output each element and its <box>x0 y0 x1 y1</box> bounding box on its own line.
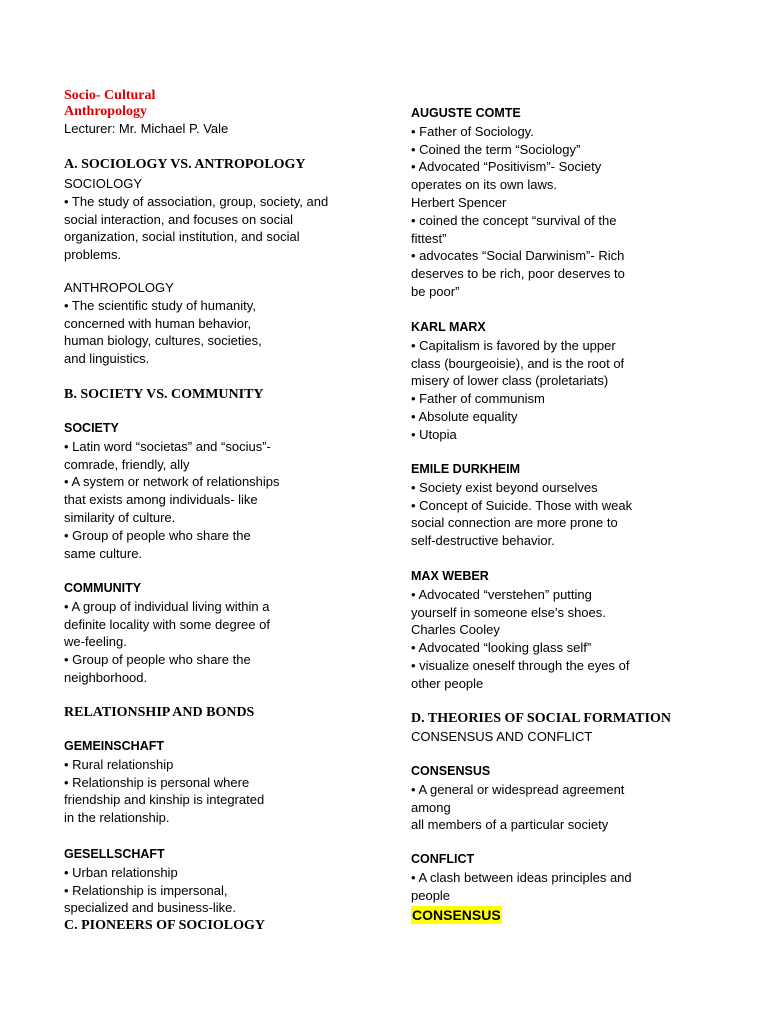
highlight-block <box>411 906 711 925</box>
community-block <box>64 580 364 687</box>
title-line-1: Socio- Cultural <box>64 88 156 103</box>
text-line: • Latin word “societas” and “socius”- <box>64 438 271 454</box>
gesellschaft-block <box>64 846 364 917</box>
text-line: misery of lower class (proletariats) <box>411 373 609 389</box>
section-d <box>411 709 711 746</box>
text-line: Herbert Spencer <box>411 194 507 210</box>
anthropology-label: ANTHROPOLOGY <box>64 280 174 295</box>
text-line: • Utopia <box>411 426 457 442</box>
text-line: all members of a particular society <box>411 817 609 833</box>
text-line: among <box>411 799 451 815</box>
text-line: neighborhood. <box>64 669 148 685</box>
sociology-label: SOCIOLOGY <box>64 176 143 191</box>
text-line: • coined the concept “survival of the <box>411 212 617 228</box>
text-line: other people <box>411 675 484 691</box>
text-line: • Concept of Suicide. Those with weak <box>411 497 633 513</box>
title-line-2: Anthropology <box>64 104 147 119</box>
text-line: • Urban relationship <box>64 864 178 880</box>
society-label: SOCIETY <box>64 421 119 435</box>
text-line: • Relationship is personal where <box>64 774 250 790</box>
text-line: • Advocated “looking glass self” <box>411 640 592 656</box>
text-line: • The scientific study of humanity, <box>64 297 256 313</box>
text-line: specialized and business-like. <box>64 900 236 916</box>
text-line: • The study of association, group, society, and <box>64 193 329 209</box>
section-d-subheading: CONSENSUS AND CONFLICT <box>411 729 593 744</box>
text-line: friendship and kinship is integrated <box>64 792 265 808</box>
text-line: in the relationship. <box>64 810 170 826</box>
relationship-heading-block <box>64 703 364 722</box>
text-line: • Rural relationship <box>64 756 174 772</box>
highlighted-consensus-heading: CONSENSUS <box>412 907 501 923</box>
marx-label: KARL MARX <box>411 320 486 334</box>
lecturer-line: Lecturer: Mr. Michael P. Vale <box>64 121 229 136</box>
text-line: • visualize oneself through the eyes of <box>411 657 630 673</box>
section-d-heading: D. THEORIES OF SOCIAL FORMATION <box>411 711 671 726</box>
sociology-definition <box>64 193 364 264</box>
text-line: that exists among individuals- like <box>64 492 258 508</box>
consensus-block <box>411 763 711 834</box>
text-line: yourself in someone else’s shoes. <box>411 604 606 620</box>
text-line: • Father of communism <box>411 391 545 407</box>
text-line: Charles Cooley <box>411 622 500 638</box>
text-line: deserves to be rich, poor deserves to <box>411 266 625 282</box>
text-line: • Advocated “Positivism”- Society <box>411 159 602 175</box>
section-b <box>64 385 364 404</box>
text-line: problems. <box>64 247 122 263</box>
community-label: COMMUNITY <box>64 581 142 595</box>
durkheim-block <box>411 461 711 550</box>
text-line: • Society exist beyond ourselves <box>411 479 598 495</box>
text-line: • Coined the term “Sociology” <box>411 141 581 157</box>
text-line: and linguistics. <box>64 351 150 367</box>
weber-block <box>411 568 711 693</box>
text-line: similarity of culture. <box>64 509 176 525</box>
text-line: • Advocated “verstehen” putting <box>411 586 592 602</box>
comte-label: AUGUSTE COMTE <box>411 106 521 120</box>
gemeinschaft-block <box>64 738 364 827</box>
text-line: • Relationship is impersonal, <box>64 882 228 898</box>
section-a <box>64 155 364 264</box>
text-line: we-feeling. <box>64 634 127 650</box>
text-line: self-destructive behavior. <box>411 533 555 549</box>
conflict-block <box>411 851 711 904</box>
text-line: • A group of individual living within a <box>64 598 270 614</box>
consensus-label: CONSENSUS <box>411 764 491 778</box>
text-line: organization, social institution, and social <box>64 229 300 245</box>
text-line: • Group of people who share the <box>64 652 251 668</box>
document-title <box>64 88 364 138</box>
marx-block <box>411 319 711 444</box>
text-line: concerned with human behavior, <box>64 315 252 331</box>
section-c-heading: C. PIONEERS OF SOCIOLOGY <box>64 918 265 933</box>
text-line: class (bourgeoisie), and is the root of <box>411 355 625 371</box>
anthropology-block <box>64 279 364 368</box>
conflict-label: CONFLICT <box>411 852 475 866</box>
text-line: human biology, cultures, societies, <box>64 333 262 349</box>
text-line: fittest” <box>411 230 447 246</box>
text-line: • Group of people who share the <box>64 527 251 543</box>
gesellschaft-label: GESELLSCHAFT <box>64 847 165 861</box>
durkheim-label: EMILE DURKHEIM <box>411 462 521 476</box>
relationship-heading: RELATIONSHIP AND BONDS <box>64 705 255 720</box>
text-line: comrade, friendly, ally <box>64 456 190 472</box>
text-line: social interaction, and focuses on social <box>64 211 294 227</box>
weber-label: MAX WEBER <box>411 569 489 583</box>
text-line: definite locality with some degree of <box>64 616 270 632</box>
text-line: people <box>411 887 451 903</box>
text-line: social connection are more prone to <box>411 515 618 531</box>
text-line: operates on its own laws. <box>411 177 557 193</box>
text-line: • Capitalism is favored by the upper <box>411 337 616 353</box>
section-b-heading: B. SOCIETY VS. COMMUNITY <box>64 387 264 402</box>
text-line: same culture. <box>64 545 143 561</box>
gemeinschaft-label: GEMEINSCHAFT <box>64 739 164 753</box>
comte-block <box>411 105 711 301</box>
section-a-heading: A. SOCIOLOGY VS. ANTROPOLOGY <box>64 157 306 172</box>
section-c <box>64 916 364 935</box>
text-line: • A system or network of relationships <box>64 474 280 490</box>
text-line: be poor” <box>411 283 460 299</box>
text-line: • A clash between ideas principles and <box>411 869 632 885</box>
society-block <box>64 420 364 562</box>
text-line: • A general or widespread agreement <box>411 781 625 797</box>
text-line: • Father of Sociology. <box>411 123 534 139</box>
text-line: • advocates “Social Darwinism”- Rich <box>411 248 625 264</box>
text-line: • Absolute equality <box>411 408 518 424</box>
